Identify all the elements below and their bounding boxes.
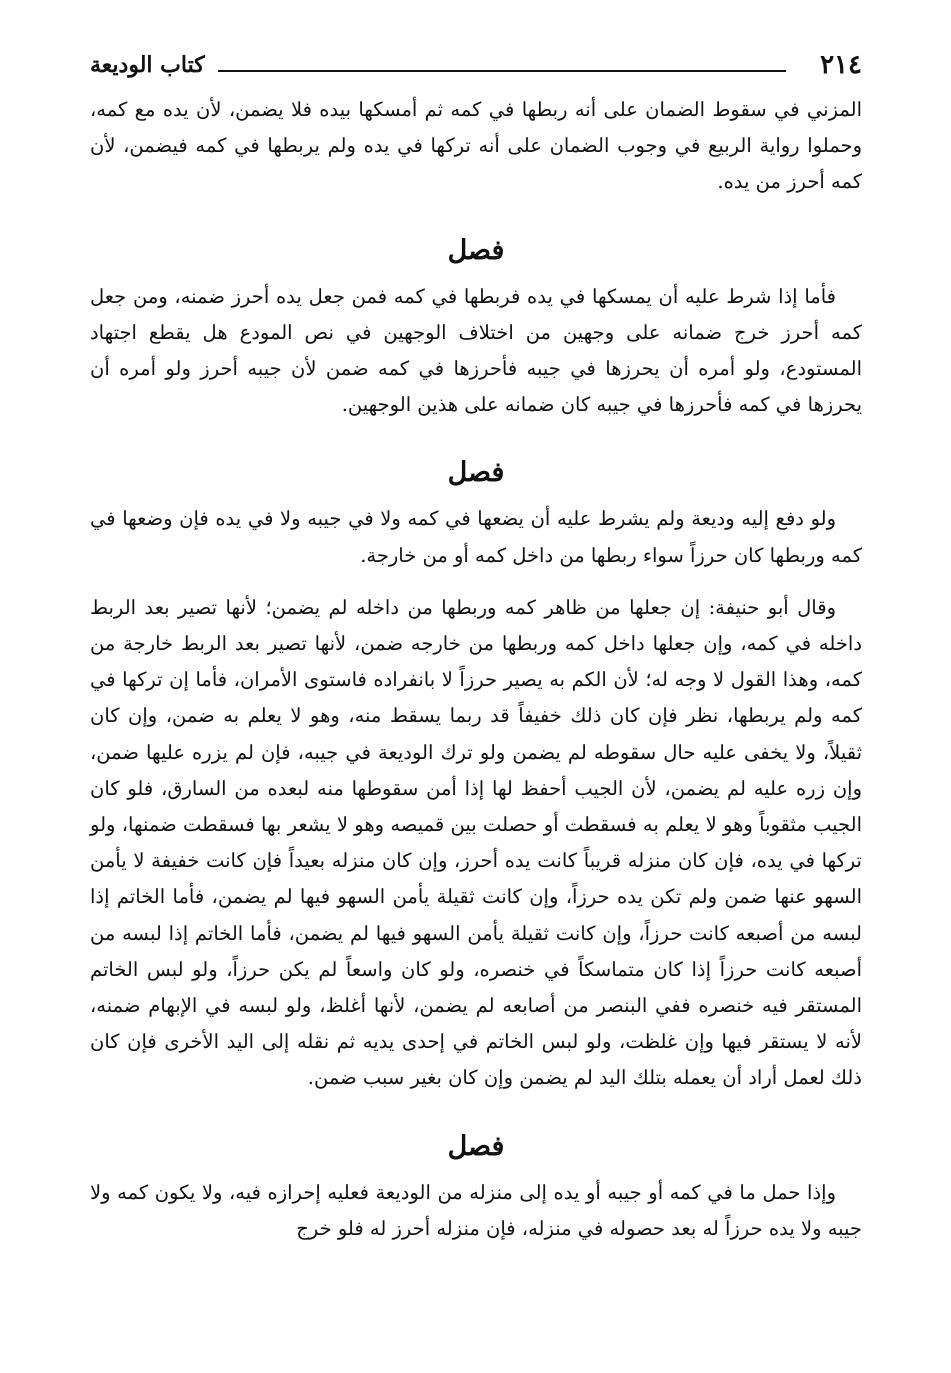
book-title: كتاب الوديعة (90, 52, 205, 78)
paragraph: وإذا حمل ما في كمه أو جيبه أو يده إلى منزله من الوديعة فعليه إحرازه فيه، ولا يكون كمه ولا جيبه ولا يده حرزاً له بعد حصوله في منزله، فإن منزله أحرز له فلو خرج (90, 1180, 862, 1240)
paragraph: فأما إذا شرط عليه أن يمسكها في يده فربطها في كمه فمن جعل يده أحرز ضمنه، ومن جعل كمه أحرز خرج ضمانه على وجهين من اختلاف الوجهين في نص المودع هل يقطع اجتهاد المستودع، ولو أمره أن يحرزها في جيبه فأحرزها في كمه ضمن لأن جيبه أحرز ولو أمره أن يحرزها في كمه فأحرزها في جيبه كان ضمانه على هذين الوجهين. (90, 284, 862, 417)
section-heading: فصل (447, 234, 505, 266)
running-header (90, 48, 862, 84)
paragraph: وقال أبو حنيفة: إن جعلها من ظاهر كمه وربطها من داخله لم يضمن؛ لأنها تصير بعد الربط داخله في كمه، وإن جعلها داخل كمه وربطها من خارجه ضمن، لأنها تصير بعد الربط خارجة من كمه، وهذا القول لا وجه له؛ لأن الكم به يصير حرزاً لا بانفراده فاستوى الأمران، فأما إن تركها في كمه ولم يربطها، نظر فإن كان ذلك خفيفاً قد ربما يسقط منه، وهو لا يعلم به ضمن، وإن كان ثقيلاً، ولا يخفى عليه حال سقوطه لم يضمن ولو ترك الوديعة في جيبه، فإن لم يزره عليها ضمن، وإن زره عليه لم يضمن، لأن الجيب أحفظ لها إذا أمن سقوطها منه لبعده من السارق، فلو كان الجيب مثقوباً وهو لا يعلم به فسقطت أو حصلت بين قميصه وهو لا يشعر بها فسقطت ضمنها، ولو تركها في يده، فإن كان منزله قريباً كانت يده أحرز، وإن كان منزله بعيداً فإن كانت خفيفة لا يأمن السهو عنها ضمن ولم تكن يده حرزاً، وإن كانت ثقيلة يأمن السهو فيها لم يضمن، فأما الخاتم إذا لبسه من أصبعه كانت حرزاً، وإن كانت ثقيلة يأمن السهو فيها لم يضمن، فأما الخاتم إذا لبسه من أصبعه كانت حرزاً إذا كان متماسكاً في خنصره، ولو كان واسعاً لم يكن حرزاً، ولو لبس الخاتم المستقر فيه خنصره ففي البنصر من أصابعه لم يضمن، لأنها أغلظ، ولو لبسه في الإبهام ضمنه، لأنه لا يستقر فيها وإن غلظت، ولو لبس الخاتم في إحدى يديه ثم نقله إلى اليد الأخرى فإن كان ذلك لعمل أراد أن يعمله بتلك اليد لم يضمن وإن كان بغير سبب ضمن. (90, 595, 862, 1090)
paragraph: ولو دفع إليه وديعة ولم يشرط عليه أن يضعها في كمه ولا في جيبه ولا في يده فإن وضعها في كمه وربطها كان حرزاً سواء ربطها من داخل كمه أو من خارجة. (90, 507, 862, 567)
page-number: ٢١٤ (820, 50, 862, 80)
book-page (90, 48, 862, 1247)
header-rule (218, 70, 786, 72)
section-heading: فصل (447, 457, 505, 489)
section-heading: فصل (447, 1130, 505, 1162)
paragraph: المزني في سقوط الضمان على أنه ربطها في كمه ثم أمسكها بيده فلا يضمن، لأن يده مع كمه، وحملوا رواية الربيع في وجوب الضمان على أنه تركها في يده ولم يربطها في كمه فيضمن، لأن كمه أحرز من يده. (90, 98, 862, 194)
